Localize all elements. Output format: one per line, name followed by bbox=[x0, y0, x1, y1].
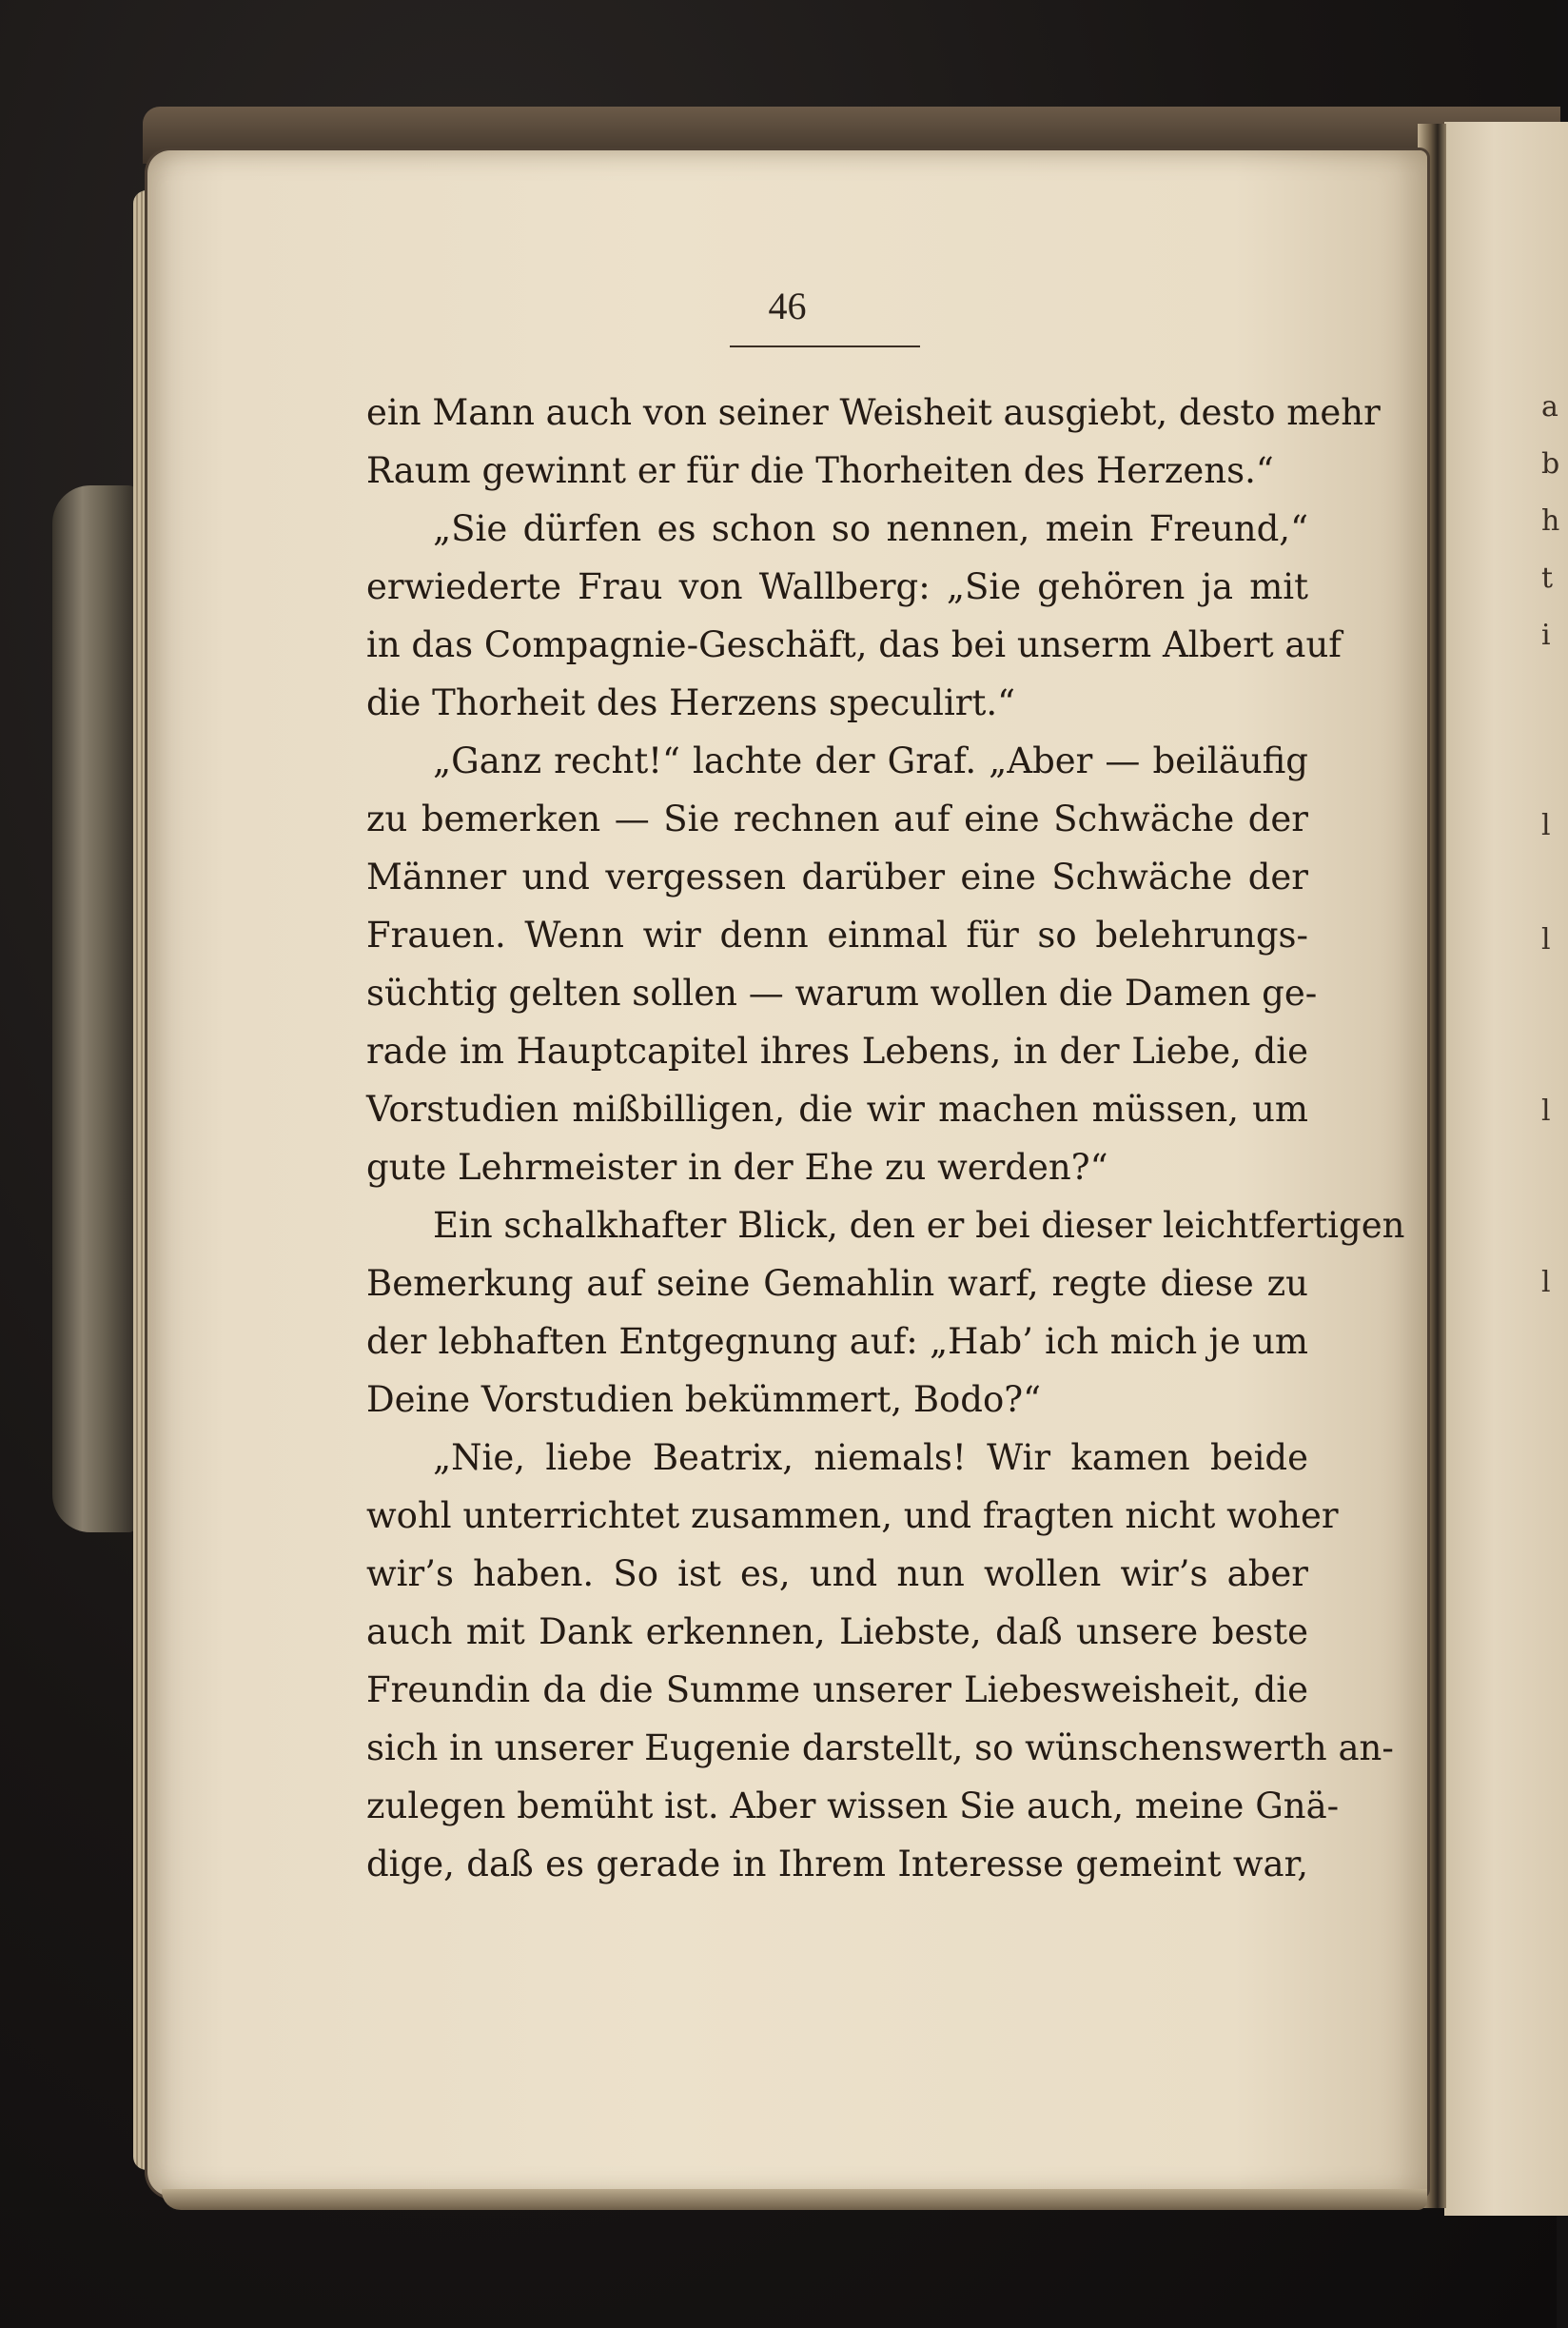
page-number: 46 bbox=[768, 285, 807, 327]
text-line: Ein schalkhafter Blick, den er bei dieser leichtfertigen bbox=[433, 1205, 1405, 1246]
text-line: Vorstudien mißbilligen, die wir machen müssen, um bbox=[366, 1089, 1308, 1130]
facing-page bbox=[1444, 122, 1568, 2216]
text-line: erwiederte Frau von Wallberg: „Sie gehören ja mit bbox=[366, 566, 1308, 607]
facing-page-fragment: l bbox=[1541, 809, 1551, 842]
text-line: ein Mann auch von seiner Weisheit ausgiebt, desto mehr bbox=[366, 392, 1381, 433]
text-line: auch mit Dank erkennen, Liebste, daß unsere beste bbox=[366, 1611, 1308, 1652]
text-line: sich in unserer Eugenie darstellt, so wünschenswerth an- bbox=[366, 1727, 1394, 1768]
text-line: zulegen bemüht ist. Aber wissen Sie auch, meine Gnä- bbox=[366, 1785, 1340, 1826]
text-line: süchtig gelten sollen — warum wollen die Damen ge- bbox=[366, 973, 1318, 1014]
page-bottom-edge bbox=[162, 2189, 1427, 2210]
text-line: rade im Hauptcapitel ihres Lebens, in der Liebe, die bbox=[366, 1031, 1308, 1072]
facing-page-fragment: b bbox=[1541, 447, 1560, 481]
text-line: die Thorheit des Herzens speculirt.“ bbox=[366, 682, 1016, 723]
text-line: Frauen. Wenn wir denn einmal für so belehrungs- bbox=[366, 915, 1308, 956]
text-line: Raum gewinnt er für die Thorheiten des Herzens.“ bbox=[366, 450, 1274, 491]
text-line: wohl unterrichtet zusammen, und fragten nicht woher bbox=[366, 1495, 1339, 1536]
text-line: gute Lehrmeister in der Ehe zu werden?“ bbox=[366, 1147, 1108, 1188]
book-page bbox=[147, 150, 1427, 2197]
facing-page-fragment: i bbox=[1541, 619, 1551, 652]
text-line: „Ganz recht!“ lachte der Graf. „Aber — beiläufig bbox=[433, 740, 1308, 781]
page-number-rule bbox=[730, 345, 920, 347]
text-line: Freundin da die Summe unserer Liebesweisheit, die bbox=[366, 1669, 1308, 1710]
text-line: „Nie, liebe Beatrix, niemals! Wir kamen beide bbox=[433, 1437, 1308, 1478]
facing-page-fragment: l bbox=[1541, 1266, 1551, 1299]
text-line: zu bemerken — Sie rechnen auf eine Schwäche der bbox=[366, 799, 1308, 839]
facing-page-fragment: h bbox=[1541, 504, 1560, 538]
facing-page-fragment: l bbox=[1541, 923, 1551, 957]
text-line: in das Compagnie-Geschäft, das bei unserm Albert auf bbox=[366, 624, 1342, 665]
facing-page-fragment: a bbox=[1541, 390, 1558, 424]
facing-page-fragment: t bbox=[1541, 562, 1554, 595]
page-text bbox=[366, 384, 1405, 1893]
text-line: Männer und vergessen darüber eine Schwäche der bbox=[366, 857, 1308, 898]
text-line: „Sie dürfen es schon so nennen, mein Freund,“ bbox=[433, 508, 1308, 549]
text-line: Deine Vorstudien bekümmert, Bodo?“ bbox=[366, 1379, 1042, 1420]
book-spine bbox=[52, 485, 138, 1532]
facing-page-fragment: l bbox=[1541, 1095, 1551, 1128]
text-line: Bemerkung auf seine Gemahlin warf, regte diese zu bbox=[366, 1263, 1308, 1304]
text-line: der lebhaften Entgegnung auf: „Hab’ ich mich je um bbox=[366, 1321, 1308, 1362]
text-line: wir’s haben. So ist es, und nun wollen wir’s aber bbox=[366, 1553, 1308, 1594]
text-line: dige, daß es gerade in Ihrem Interesse gemeint war, bbox=[366, 1844, 1308, 1884]
